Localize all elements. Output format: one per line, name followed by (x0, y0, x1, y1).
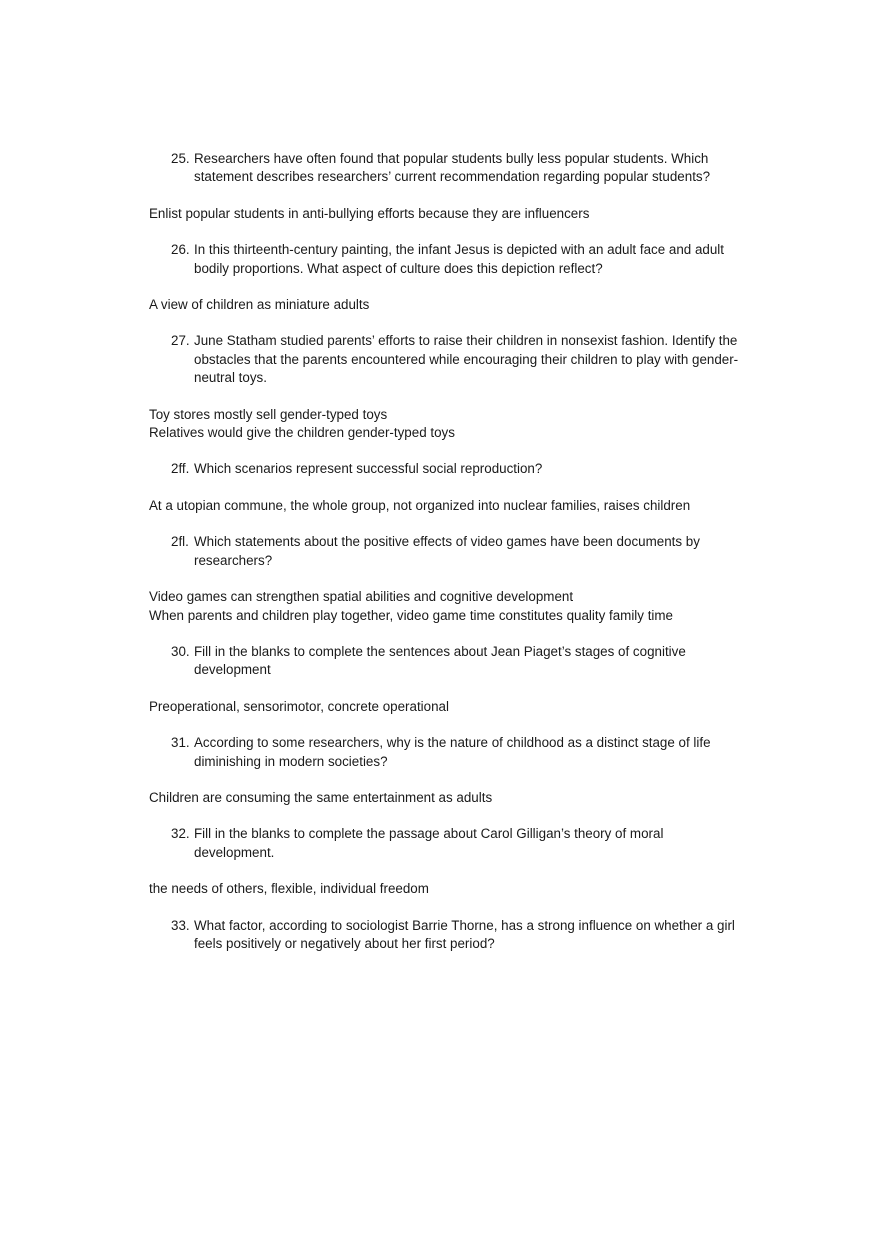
question-text: In this thirteenth-century painting, the infant Jesus is depicted with an adult face and adult bodily proportions. What aspect of culture does this depiction reflect? (194, 242, 725, 276)
question-number: 33. (171, 917, 190, 933)
answer-line: Video games can strengthen spatial abilities and cognitive development (149, 589, 574, 605)
answer-29 (149, 588, 739, 625)
question-28 (149, 460, 739, 478)
question-number: 32. (171, 826, 190, 842)
question-text: What factor, according to sociologist Barrie Thorne, has a strong influence on whether a girl feels positively or negatively about her first period? (194, 917, 735, 951)
question-number: 26. (171, 242, 190, 258)
answer-32 (149, 880, 739, 898)
answer-line: Toy stores mostly sell gender-typed toys (149, 406, 388, 422)
question-number: 2fl. (171, 534, 189, 550)
answer-28 (149, 497, 739, 515)
question-number: 2ff. (171, 461, 190, 477)
answer-line: Enlist popular students in anti-bullying efforts because they are influencers (149, 205, 590, 221)
question-number: 31. (171, 735, 190, 751)
question-text: Which scenarios represent successful social reproduction? (194, 461, 543, 477)
question-32 (149, 825, 739, 862)
answer-line: Preoperational, sensorimotor, concrete operational (149, 698, 449, 714)
answer-line: Relatives would give the children gender-typed toys (149, 425, 455, 441)
answer-26 (149, 296, 739, 314)
answer-line: Children are consuming the same entertainment as adults (149, 789, 493, 805)
question-31 (149, 734, 739, 771)
answer-25 (149, 205, 739, 223)
question-text: According to some researchers, why is the nature of childhood as a distinct stage of life diminishing in modern societies? (194, 735, 711, 769)
answer-line: A view of children as miniature adults (149, 297, 370, 313)
question-number: 25. (171, 151, 190, 166)
question-30 (149, 643, 739, 680)
question-text: Researchers have often found that popular students bully less popular students. Which statement describes researchers’ current recommendation regarding popular students? (194, 151, 711, 185)
question-33 (149, 917, 739, 954)
question-list (149, 150, 739, 953)
answer-30 (149, 698, 739, 716)
question-number: 30. (171, 643, 190, 659)
question-text: Which statements about the positive effects of video games have been documents by researchers? (194, 534, 700, 568)
answer-line: At a utopian commune, the whole group, not organized into nuclear families, raises children (149, 497, 691, 513)
question-number: 27. (171, 333, 190, 349)
question-text: Fill in the blanks to complete the sentences about Jean Piaget’s stages of cognitive development (194, 643, 686, 678)
question-text: Fill in the blanks to complete the passage about Carol Gilligan’s theory of moral development. (194, 826, 664, 860)
question-26 (149, 241, 739, 278)
question-25 (149, 150, 739, 187)
question-text: June Statham studied parents’ efforts to raise their children in nonsexist fashion. Identify the obstacles that the parents encountered while encouraging their children to play with gender-neutral toys. (194, 333, 739, 386)
answer-31 (149, 789, 739, 807)
answer-line: When parents and children play together, video game time constitutes quality family time (149, 607, 673, 623)
question-29 (149, 533, 739, 570)
answer-27 (149, 406, 739, 443)
answer-line: the needs of others, flexible, individual freedom (149, 881, 429, 897)
question-27 (149, 332, 739, 387)
